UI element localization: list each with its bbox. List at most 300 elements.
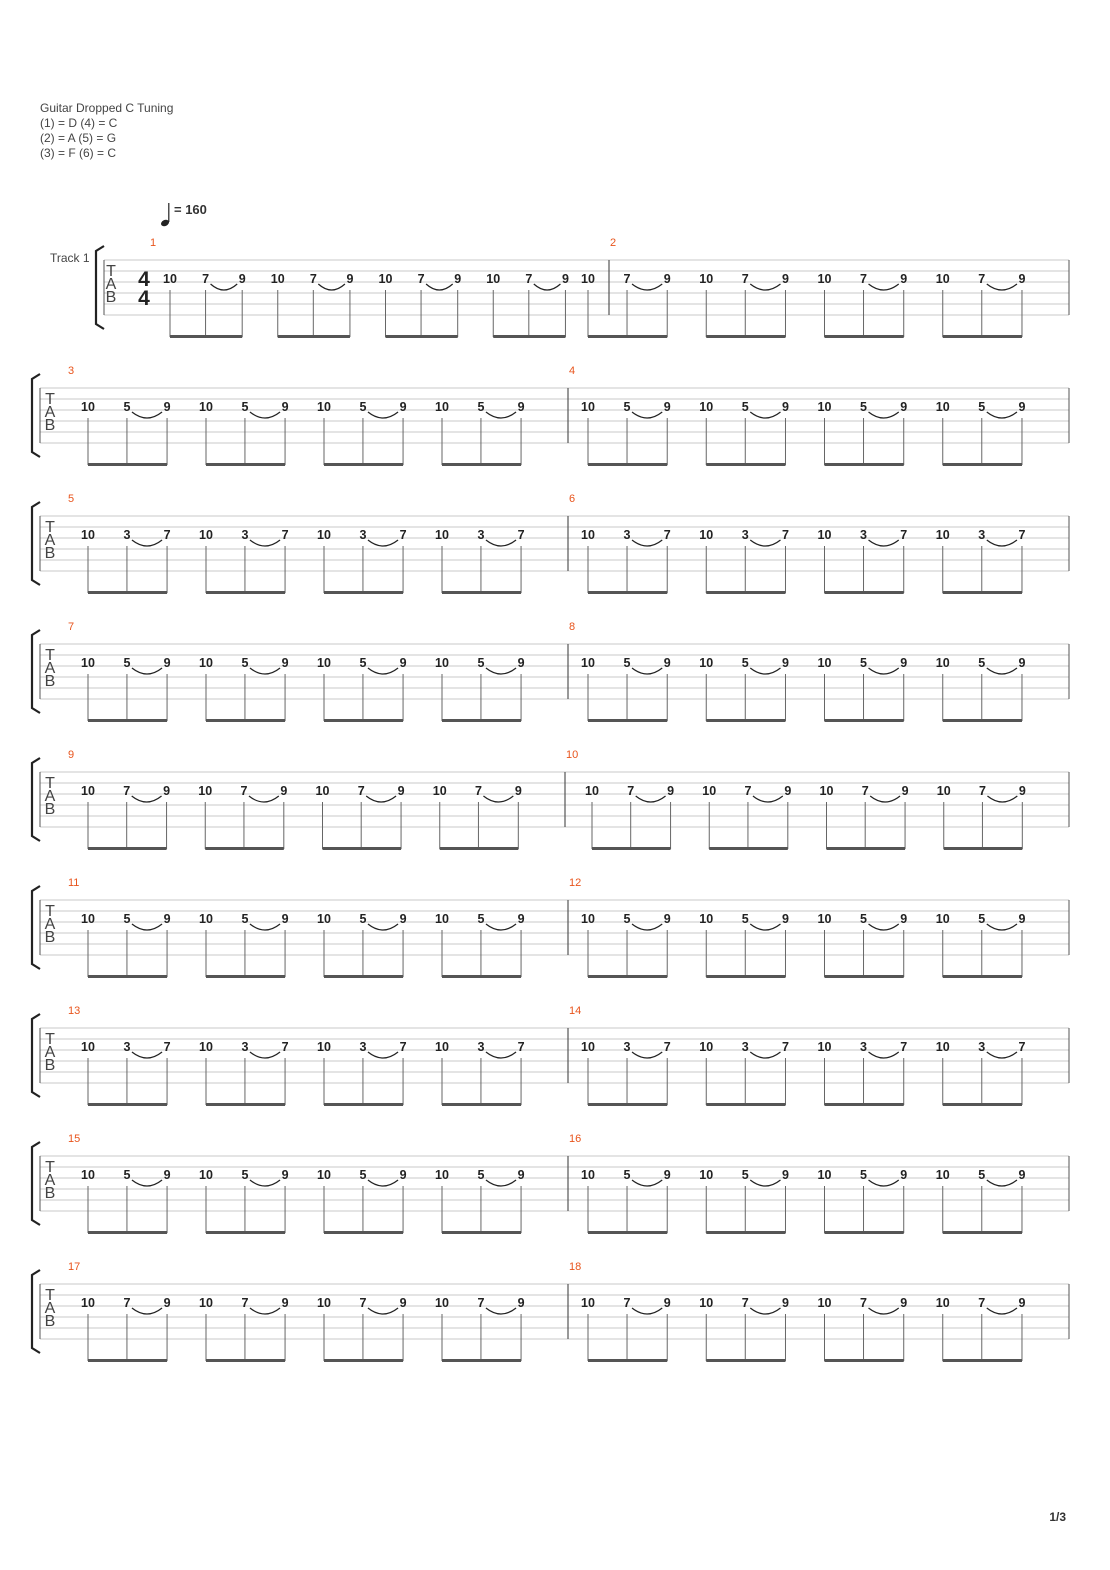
- note-beam: [323, 847, 402, 850]
- slur-arc: [534, 284, 561, 290]
- fret-number: 10: [935, 528, 950, 542]
- note-beam: [324, 1359, 403, 1362]
- note-beam: [88, 1359, 167, 1362]
- note-beam: [88, 847, 167, 850]
- tab-clef-letter: A: [44, 1172, 56, 1189]
- fret-number: 7: [281, 528, 289, 542]
- note-beam: [706, 335, 785, 338]
- slur-arc: [750, 412, 780, 418]
- note-beam: [827, 847, 906, 850]
- slur-arc: [368, 668, 398, 674]
- measure-number: 2: [610, 237, 617, 249]
- slur-arc: [987, 796, 1017, 802]
- system-bracket: [32, 1142, 40, 1225]
- fret-number: 7: [474, 784, 482, 798]
- measure: [581, 237, 1025, 338]
- measure: [68, 621, 525, 722]
- note-beam: [825, 1103, 904, 1106]
- tab-clef-letter: A: [44, 660, 56, 677]
- fret-number: 9: [397, 784, 405, 798]
- fret-number: 3: [477, 528, 485, 542]
- fret-number: 9: [517, 400, 525, 414]
- measure-number: 5: [68, 493, 75, 505]
- slur-arc: [132, 1052, 162, 1058]
- tab-clef-letter: T: [45, 1287, 55, 1304]
- fret-number: 5: [741, 1168, 749, 1182]
- note-beam: [709, 847, 788, 850]
- measure-number: 17: [68, 1261, 81, 1273]
- fret-number: 9: [1018, 656, 1026, 670]
- measure-number: 8: [569, 621, 576, 633]
- note-beam: [442, 1231, 521, 1234]
- fret-number: 9: [399, 912, 407, 926]
- note-beam: [943, 719, 1022, 722]
- measure-number: 16: [569, 1133, 582, 1145]
- tab-clef-letter: A: [44, 916, 56, 933]
- slur-arc: [869, 1052, 899, 1058]
- tab-system: [96, 237, 1069, 338]
- note-beam: [943, 591, 1022, 594]
- fret-number: 10: [317, 1040, 331, 1054]
- note-beam: [88, 1231, 167, 1234]
- system-bracket: [32, 374, 40, 457]
- fret-number: 9: [517, 656, 525, 670]
- slur-arc: [132, 924, 162, 930]
- system-bracket: [32, 886, 40, 969]
- slur-arc: [132, 796, 162, 802]
- slur-arc: [632, 1308, 662, 1314]
- note-beam: [825, 1359, 904, 1362]
- fret-number: 7: [309, 272, 317, 286]
- measure: [68, 1133, 525, 1234]
- note-beam: [588, 1103, 667, 1106]
- note-beam: [588, 1359, 667, 1362]
- slur-arc: [869, 540, 899, 546]
- fret-number: 7: [517, 528, 525, 542]
- fret-number: 5: [623, 912, 631, 926]
- fret-number: 3: [623, 528, 631, 542]
- fret-number: 9: [782, 1168, 789, 1182]
- fret-number: 9: [1018, 784, 1026, 798]
- tab-system: [32, 877, 1069, 978]
- slur-arc: [132, 540, 162, 546]
- slur-arc: [869, 924, 899, 930]
- fret-number: 7: [978, 1296, 986, 1310]
- tab-clef-letter: A: [44, 788, 56, 805]
- slur-arc: [987, 412, 1017, 418]
- tab-clef-letter: A: [105, 276, 117, 293]
- tab-system: [32, 493, 1069, 594]
- fret-number: 9: [782, 912, 789, 926]
- fret-number: 10: [699, 1168, 714, 1182]
- fret-number: 9: [399, 1296, 407, 1310]
- fret-number: 9: [900, 912, 908, 926]
- fret-number: 10: [935, 656, 950, 670]
- note-beam: [825, 335, 904, 338]
- tab-clef-letter: B: [44, 801, 56, 818]
- tab-system: [32, 1133, 1069, 1234]
- slur-arc: [250, 1052, 280, 1058]
- fret-number: 7: [123, 784, 131, 798]
- fret-number: 9: [663, 912, 671, 926]
- fret-number: 9: [1018, 1296, 1026, 1310]
- fret-number: 10: [81, 656, 95, 670]
- tab-clef-letter: B: [44, 1313, 56, 1330]
- fret-number: 9: [901, 784, 909, 798]
- note-beam: [825, 463, 904, 466]
- fret-number: 10: [935, 1168, 950, 1182]
- fret-number: 10: [199, 528, 213, 542]
- fret-number: 9: [163, 400, 171, 414]
- fret-number: 9: [1018, 400, 1026, 414]
- tab-clef-letter: B: [44, 673, 56, 690]
- note-beam: [88, 1103, 167, 1106]
- slur-arc: [368, 1180, 398, 1186]
- fret-number: 3: [477, 1040, 485, 1054]
- slur-arc: [987, 1052, 1017, 1058]
- slur-arc: [987, 540, 1017, 546]
- note-beam: [442, 975, 521, 978]
- tab-clef-letter: T: [45, 1031, 55, 1048]
- fret-number: 3: [241, 528, 249, 542]
- measure-number: 11: [68, 877, 80, 889]
- fret-number: 9: [900, 1296, 908, 1310]
- slur-arc: [368, 412, 398, 418]
- slur-arc: [486, 1180, 516, 1186]
- fret-number: 7: [477, 1296, 485, 1310]
- note-beam: [943, 1103, 1022, 1106]
- slur-arc: [318, 284, 345, 290]
- slur-arc: [486, 540, 516, 546]
- slur-arc: [632, 1052, 662, 1058]
- note-beam: [944, 847, 1023, 850]
- fret-number: 5: [978, 1168, 986, 1182]
- slur-arc: [486, 924, 516, 930]
- slur-arc: [987, 284, 1017, 290]
- note-beam: [706, 975, 785, 978]
- fret-number: 5: [860, 912, 867, 926]
- note-beam: [588, 975, 667, 978]
- measure-number: 6: [569, 493, 576, 505]
- fret-number: 3: [860, 1040, 867, 1054]
- note-beam: [206, 1359, 285, 1362]
- note-beam: [324, 1231, 403, 1234]
- fret-number: 10: [199, 400, 213, 414]
- measure: [566, 749, 1026, 850]
- note-beam: [943, 335, 1022, 338]
- fret-number: 9: [281, 656, 289, 670]
- fret-number: 5: [123, 1168, 131, 1182]
- tuning-row-3: (3) = F (6) = C: [40, 146, 117, 160]
- slur-arc: [869, 412, 899, 418]
- measure-number: 4: [569, 365, 576, 377]
- slur-arc: [869, 1180, 899, 1186]
- fret-number: 5: [241, 656, 249, 670]
- slur-arc: [250, 540, 280, 546]
- note-beam: [88, 591, 167, 594]
- note-beam: [88, 463, 167, 466]
- tab-clef-letter: B: [44, 1057, 56, 1074]
- fret-number: 10: [317, 1296, 331, 1310]
- fret-number: 3: [623, 1040, 631, 1054]
- fret-number: 10: [435, 656, 449, 670]
- fret-number: 10: [163, 272, 177, 286]
- measure: [150, 237, 569, 338]
- fret-number: 10: [817, 1296, 832, 1310]
- fret-number: 3: [359, 528, 367, 542]
- fret-number: 7: [281, 1040, 289, 1054]
- fret-number: 7: [741, 272, 749, 286]
- note-beam: [588, 1231, 667, 1234]
- fret-number: 10: [817, 272, 832, 286]
- note-beam: [706, 463, 785, 466]
- slur-arc: [987, 1308, 1017, 1314]
- fret-number: 5: [241, 400, 249, 414]
- fret-number: 10: [817, 400, 832, 414]
- slur-arc: [132, 1308, 162, 1314]
- slur-arc: [632, 1180, 662, 1186]
- slur-arc: [368, 1308, 398, 1314]
- slur-arc: [486, 668, 516, 674]
- fret-number: 10: [817, 1168, 832, 1182]
- note-beam: [493, 335, 565, 338]
- slur-arc: [987, 924, 1017, 930]
- slur-arc: [987, 1180, 1017, 1186]
- fret-number: 5: [123, 912, 131, 926]
- fret-number: 10: [81, 400, 95, 414]
- slur-arc: [869, 668, 899, 674]
- fret-number: 9: [281, 400, 289, 414]
- slur-arc: [250, 924, 280, 930]
- fret-number: 10: [935, 272, 950, 286]
- fret-number: 5: [123, 656, 131, 670]
- note-beam: [440, 847, 519, 850]
- fret-number: 10: [199, 1168, 213, 1182]
- note-beam: [442, 591, 521, 594]
- fret-number: 9: [238, 272, 246, 286]
- fret-number: 9: [663, 1296, 671, 1310]
- fret-number: 9: [663, 272, 671, 286]
- measure: [68, 1261, 525, 1362]
- fret-number: 10: [435, 400, 449, 414]
- fret-number: 5: [741, 656, 749, 670]
- fret-number: 7: [623, 1296, 631, 1310]
- tab-system: [32, 365, 1069, 466]
- fret-number: 10: [378, 272, 393, 286]
- fret-number: 9: [399, 656, 407, 670]
- fret-number: 3: [241, 1040, 249, 1054]
- fret-number: 9: [782, 272, 789, 286]
- note-beam: [88, 719, 167, 722]
- fret-number: 5: [359, 912, 367, 926]
- fret-number: 10: [199, 912, 213, 926]
- slur-arc: [250, 668, 280, 674]
- fret-number: 9: [663, 656, 671, 670]
- measure: [68, 749, 522, 850]
- fret-number: 10: [435, 1168, 449, 1182]
- note-beam: [324, 463, 403, 466]
- slur-arc: [750, 1052, 780, 1058]
- fret-number: 9: [163, 1296, 171, 1310]
- fret-number: 7: [900, 1040, 908, 1054]
- fret-number: 7: [860, 272, 867, 286]
- fret-number: 7: [202, 272, 210, 286]
- note-beam: [825, 719, 904, 722]
- fret-number: 5: [860, 1168, 867, 1182]
- measure-number: 18: [569, 1261, 582, 1273]
- fret-number: 9: [514, 784, 522, 798]
- fret-number: 10: [581, 1168, 595, 1182]
- fret-number: 10: [81, 528, 95, 542]
- tuning-row-2: (2) = A (5) = G: [40, 131, 117, 145]
- fret-number: 10: [317, 656, 331, 670]
- fret-number: 10: [317, 528, 331, 542]
- fret-number: 7: [663, 1040, 671, 1054]
- fret-number: 3: [741, 1040, 749, 1054]
- tab-clef-letter: A: [44, 404, 56, 421]
- fret-number: 9: [1018, 1168, 1026, 1182]
- system-bracket: [32, 502, 40, 585]
- fret-number: 5: [241, 1168, 249, 1182]
- tab-clef-letter: T: [45, 1159, 55, 1176]
- fret-number: 10: [581, 656, 595, 670]
- fret-number: 9: [517, 1296, 525, 1310]
- fret-number: 7: [741, 1296, 749, 1310]
- fret-number: 10: [81, 912, 95, 926]
- tab-clef-letter: B: [105, 289, 117, 306]
- fret-number: 10: [435, 1040, 449, 1054]
- fret-number: 9: [399, 1168, 407, 1182]
- fret-number: 7: [417, 272, 425, 286]
- tab-clef-letter: T: [45, 775, 55, 792]
- note-beam: [706, 1359, 785, 1362]
- tab-clef-letter: T: [45, 391, 55, 408]
- fret-number: 10: [817, 656, 832, 670]
- fret-number: 9: [517, 912, 525, 926]
- fret-number: 3: [978, 1040, 986, 1054]
- fret-number: 9: [663, 1168, 671, 1182]
- note-beam: [442, 463, 521, 466]
- note-beam: [324, 719, 403, 722]
- fret-number: 10: [699, 400, 714, 414]
- fret-number: 7: [860, 1296, 867, 1310]
- note-beam: [592, 847, 671, 850]
- tab-clef-letter: T: [45, 903, 55, 920]
- note-beam: [943, 1231, 1022, 1234]
- fret-number: 10: [699, 272, 714, 286]
- note-beam: [206, 1103, 285, 1106]
- fret-number: 10: [699, 1296, 714, 1310]
- measure-number: 13: [68, 1005, 81, 1017]
- measure: [569, 877, 1026, 978]
- fret-number: 9: [346, 272, 354, 286]
- fret-number: 10: [935, 912, 950, 926]
- slur-arc: [250, 412, 280, 418]
- slur-arc: [632, 284, 662, 290]
- slur-arc: [750, 924, 780, 930]
- slur-arc: [486, 1052, 516, 1058]
- slur-arc: [132, 412, 162, 418]
- fret-number: 5: [978, 912, 986, 926]
- fret-number: 9: [281, 912, 289, 926]
- tab-clef-letter: B: [44, 417, 56, 434]
- fret-number: 5: [860, 656, 867, 670]
- fret-number: 5: [741, 912, 749, 926]
- fret-number: 5: [477, 656, 485, 670]
- fret-number: 9: [900, 1168, 908, 1182]
- slur-arc: [987, 668, 1017, 674]
- slur-arc: [636, 796, 666, 802]
- time-signature-top: 4: [138, 268, 150, 291]
- fret-number: 7: [782, 528, 789, 542]
- fret-number: 3: [860, 528, 867, 542]
- fret-number: 10: [935, 1296, 950, 1310]
- note-beam: [825, 591, 904, 594]
- fret-number: 10: [81, 1040, 95, 1054]
- measure: [569, 621, 1026, 722]
- fret-number: 3: [123, 528, 131, 542]
- fret-number: 10: [581, 1296, 595, 1310]
- fret-number: 9: [163, 912, 171, 926]
- fret-number: 9: [517, 1168, 525, 1182]
- slur-arc: [750, 1180, 780, 1186]
- system-bracket: [32, 1270, 40, 1353]
- note-beam: [442, 719, 521, 722]
- fret-number: 10: [935, 400, 950, 414]
- fret-number: 7: [399, 1040, 407, 1054]
- slur-arc: [753, 796, 783, 802]
- fret-number: 9: [782, 400, 789, 414]
- fret-number: 10: [199, 1040, 213, 1054]
- fret-number: 10: [936, 784, 951, 798]
- fret-number: 7: [900, 528, 908, 542]
- slur-arc: [211, 284, 238, 290]
- measure: [569, 1261, 1026, 1362]
- note-beam: [206, 463, 285, 466]
- fret-number: 10: [81, 1168, 95, 1182]
- note-beam: [206, 1231, 285, 1234]
- slur-arc: [870, 796, 900, 802]
- slur-arc: [632, 668, 662, 674]
- note-beam: [206, 591, 285, 594]
- slur-arc: [249, 796, 279, 802]
- note-beam: [706, 591, 785, 594]
- fret-number: 3: [123, 1040, 131, 1054]
- measure: [569, 1133, 1026, 1234]
- system-bracket: [96, 246, 104, 329]
- note-beam: [170, 335, 242, 338]
- note-beam: [324, 1103, 403, 1106]
- note-beam: [205, 847, 284, 850]
- fret-number: 10: [699, 528, 714, 542]
- fret-number: 10: [432, 784, 447, 798]
- tab-clef-letter: A: [44, 532, 56, 549]
- tab-clef-letter: T: [45, 647, 55, 664]
- fret-number: 10: [315, 784, 330, 798]
- measure-number: 1: [150, 237, 157, 249]
- fret-number: 7: [163, 528, 171, 542]
- measure: [569, 1005, 1026, 1106]
- fret-number: 9: [900, 272, 908, 286]
- system-bracket: [32, 758, 40, 841]
- tab-system: [32, 749, 1069, 850]
- fret-number: 7: [1018, 528, 1026, 542]
- tab-clef-letter: B: [44, 929, 56, 946]
- fret-number: 10: [581, 912, 595, 926]
- fret-number: 5: [860, 400, 867, 414]
- fret-number: 9: [280, 784, 288, 798]
- measure-number: 14: [569, 1005, 582, 1017]
